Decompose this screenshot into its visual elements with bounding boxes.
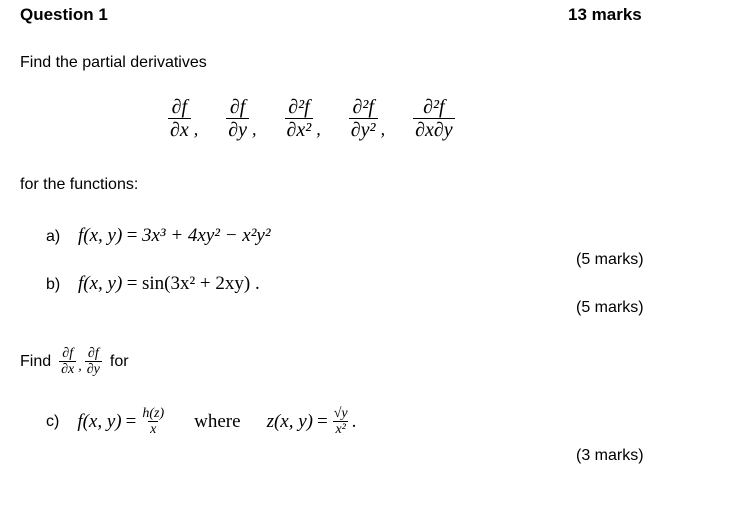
where-label: where	[194, 410, 241, 432]
separator: ,	[193, 119, 199, 139]
denominator: ∂x	[61, 362, 75, 378]
derivative-df-dx	[168, 96, 198, 141]
separator: ,	[78, 358, 82, 374]
denominator: x	[150, 422, 157, 438]
separator: ,	[252, 119, 257, 139]
part-b-label: b)	[46, 276, 61, 293]
derivative-d2f-dx2	[285, 96, 321, 141]
numerator: ∂²f	[352, 96, 374, 118]
find-second-prompt	[20, 346, 129, 378]
denominator: x²	[335, 422, 346, 438]
separator: ,	[316, 119, 321, 139]
numerator: ∂²f	[423, 96, 445, 118]
part-c-marks: (3 marks)	[576, 447, 644, 464]
numerator: ∂f	[171, 96, 188, 118]
part-b-equals: =	[126, 273, 138, 294]
denominator: ∂y	[228, 119, 248, 141]
numerator: ∂f	[87, 346, 99, 361]
z-fraction	[332, 406, 350, 438]
denominator: ∂x²	[286, 119, 312, 141]
numerator: ∂²f	[288, 96, 310, 118]
part-c	[46, 406, 356, 438]
question-title: Question 1	[20, 5, 108, 24]
denominator: ∂y²	[350, 119, 376, 141]
z-lhs: z(x, y)	[266, 410, 313, 432]
derivative-d2f-dxdy	[413, 96, 455, 141]
part-c-fraction	[140, 406, 166, 438]
find-label: Find	[20, 352, 52, 370]
total-marks: 13 marks	[568, 5, 642, 24]
denominator: ∂x∂y	[415, 119, 453, 141]
z-equals: =	[316, 410, 328, 432]
part-b-marks: (5 marks)	[576, 299, 644, 316]
separator: ,	[380, 119, 386, 139]
numerator: ∂f	[229, 96, 246, 118]
part-b	[46, 273, 260, 295]
part-a-label: a)	[46, 228, 61, 245]
part-a	[46, 225, 271, 247]
part-a-rhs: 3x³ + 4xy² − x²y²	[141, 225, 271, 246]
denominator: ∂y	[86, 362, 100, 378]
derivative-list	[168, 96, 483, 141]
part-b-lhs: f(x, y)	[78, 273, 123, 294]
part-a-marks: (5 marks)	[576, 251, 644, 268]
intro-text: Find the partial derivatives	[20, 54, 207, 71]
part-c-label: c)	[46, 412, 60, 430]
numerator: ∂f	[62, 346, 74, 361]
for-functions-text: for the functions:	[20, 176, 139, 193]
derivative-df-dy-small	[85, 346, 102, 378]
part-b-rhs: sin(3x² + 2xy) .	[141, 273, 260, 294]
numerator: √y	[333, 406, 348, 421]
derivative-df-dy	[226, 96, 256, 141]
derivative-df-dx-small	[59, 346, 76, 378]
part-c-equals: =	[125, 410, 137, 432]
for-label: for	[109, 352, 129, 370]
derivative-d2f-dy2	[349, 96, 385, 141]
denominator: ∂x	[170, 119, 189, 141]
numerator: h(z)	[142, 406, 165, 421]
part-a-equals: =	[126, 225, 138, 246]
period: .	[351, 410, 357, 432]
part-a-lhs: f(x, y)	[78, 225, 123, 246]
part-c-lhs: f(x, y)	[77, 410, 122, 432]
